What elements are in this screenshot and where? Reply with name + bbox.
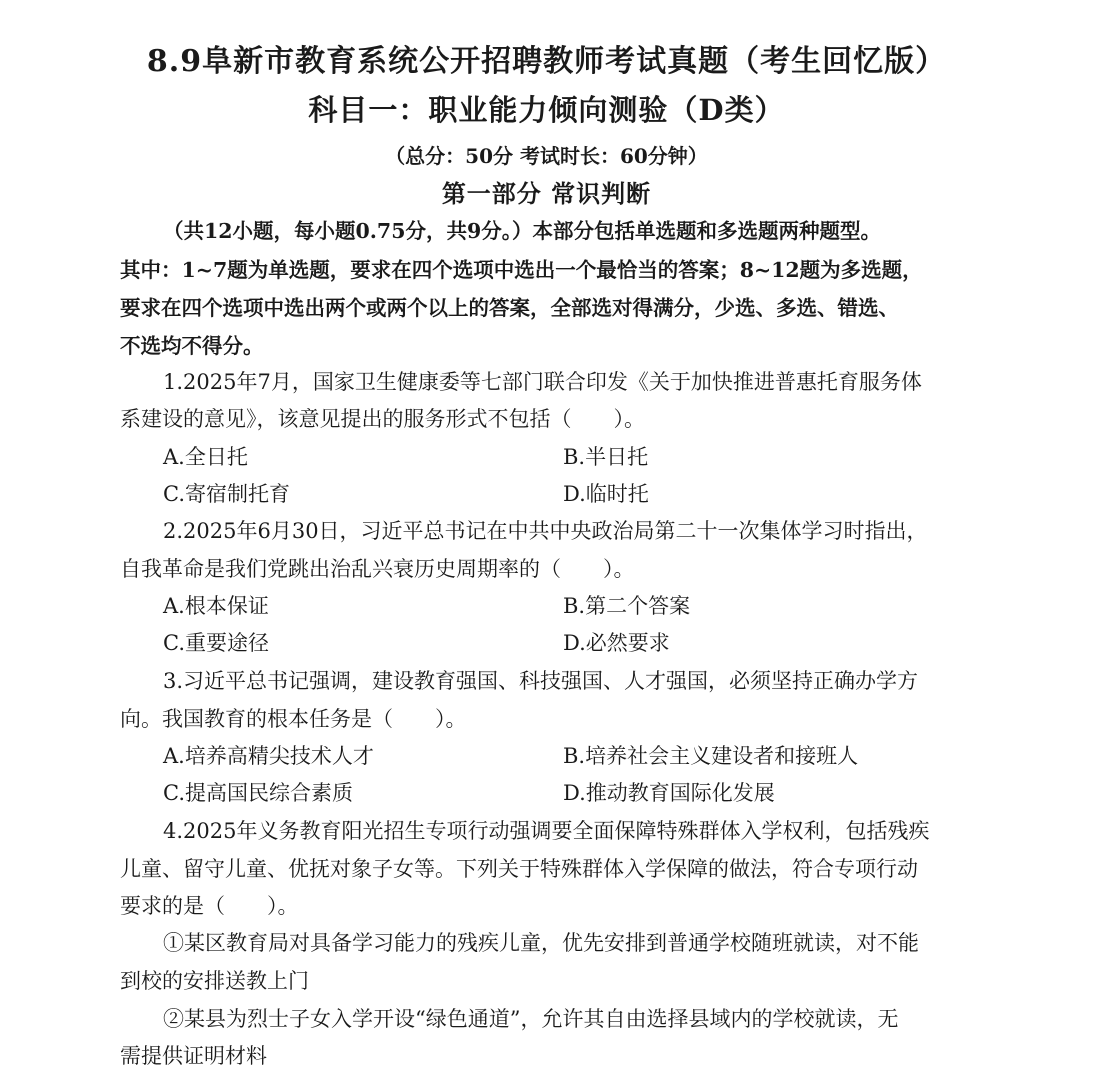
q2-stem-line-1: 2.2025年6月30日，习近平总书记在中共中央政治局第二十一次集体学习时指出， [163, 519, 928, 543]
q2-option-d: D.必然要求 [563, 631, 670, 655]
q3-option-b: B.培养社会主义建设者和接班人 [563, 744, 859, 768]
q3-option-a: A.培养高精尖技术人才 [163, 744, 374, 768]
section-title: 第一部分 常识判断 [441, 179, 652, 208]
q2-option-b: B.第二个答案 [563, 594, 691, 618]
intro-line-2: 其中：1~7题为单选题，要求在四个选项中选出一个最恰当的答案；8~12题为多选题， [120, 258, 923, 282]
q1-stem-line-2: 系建设的意见》，该意见提出的服务形式不包括（ ）。 [120, 407, 645, 431]
intro-line-1: （共12小题，每小题0.75分，共9分。）本部分包括单选题和多选题两种题型。 [163, 219, 881, 243]
q1-stem-line-1: 1.2025年7月，国家卫生健康委等七部门联合印发《关于加快推进普惠托育服务体 [163, 370, 922, 394]
q3-stem-line-1: 3.习近平总书记强调，建设教育强国、科技强国、人才强国，必须坚持正确办学方 [163, 669, 919, 693]
q1-option-d: D.临时托 [563, 482, 649, 506]
q1-option-c: C.寄宿制托育 [163, 482, 290, 506]
q4-item-1-line-1: ①某区教育局对具备学习能力的残疾儿童，优先安排到普通学校随班就读，对不能 [163, 931, 919, 955]
q3-stem-line-2: 向。我国教育的根本任务是（ ）。 [120, 707, 467, 731]
q2-option-c: C.重要途径 [163, 631, 269, 655]
q2-stem-line-2: 自我革命是我们党跳出治乱兴衰历史周期率的（ ）。 [120, 557, 635, 581]
q4-stem-line-1: 4.2025年义务教育阳光招生专项行动强调要全面保障特殊群体入学权利，包括残疾 [163, 819, 930, 843]
q4-item-2-line-2: 需提供证明材料 [120, 1044, 267, 1068]
q1-option-a: A.全日托 [163, 445, 248, 469]
subject-title: 科目一：职业能力倾向测验（D类） [308, 93, 785, 127]
q2-option-a: A.根本保证 [163, 594, 269, 618]
q3-option-c: C.提高国民综合素质 [163, 781, 353, 805]
q4-item-1-line-2: 到校的安排送教上门 [120, 969, 309, 993]
exam-title: 8.9阜新市教育系统公开招聘教师考试真题（考生回忆版） [146, 44, 947, 79]
q4-item-2-line-1: ②某县为烈士子女入学开设“绿色通道”，允许其自由选择县域内的学校就读，无 [163, 1007, 899, 1031]
q4-stem-line-2: 儿童、留守儿童、优抚对象子女等。下列关于特殊群体入学保障的做法，符合专项行动 [120, 857, 918, 881]
intro-line-3: 要求在四个选项中选出两个或两个以上的答案，全部选对得满分，少选、多选、错选、 [120, 296, 899, 320]
score-info: （总分：50分 考试时长：60分钟） [385, 144, 708, 168]
q1-option-b: B.半日托 [563, 445, 649, 469]
q3-option-d: D.推动教育国际化发展 [563, 781, 775, 805]
intro-line-4: 不选均不得分。 [120, 334, 264, 358]
q4-stem-line-3: 要求的是（ ）。 [120, 894, 299, 918]
